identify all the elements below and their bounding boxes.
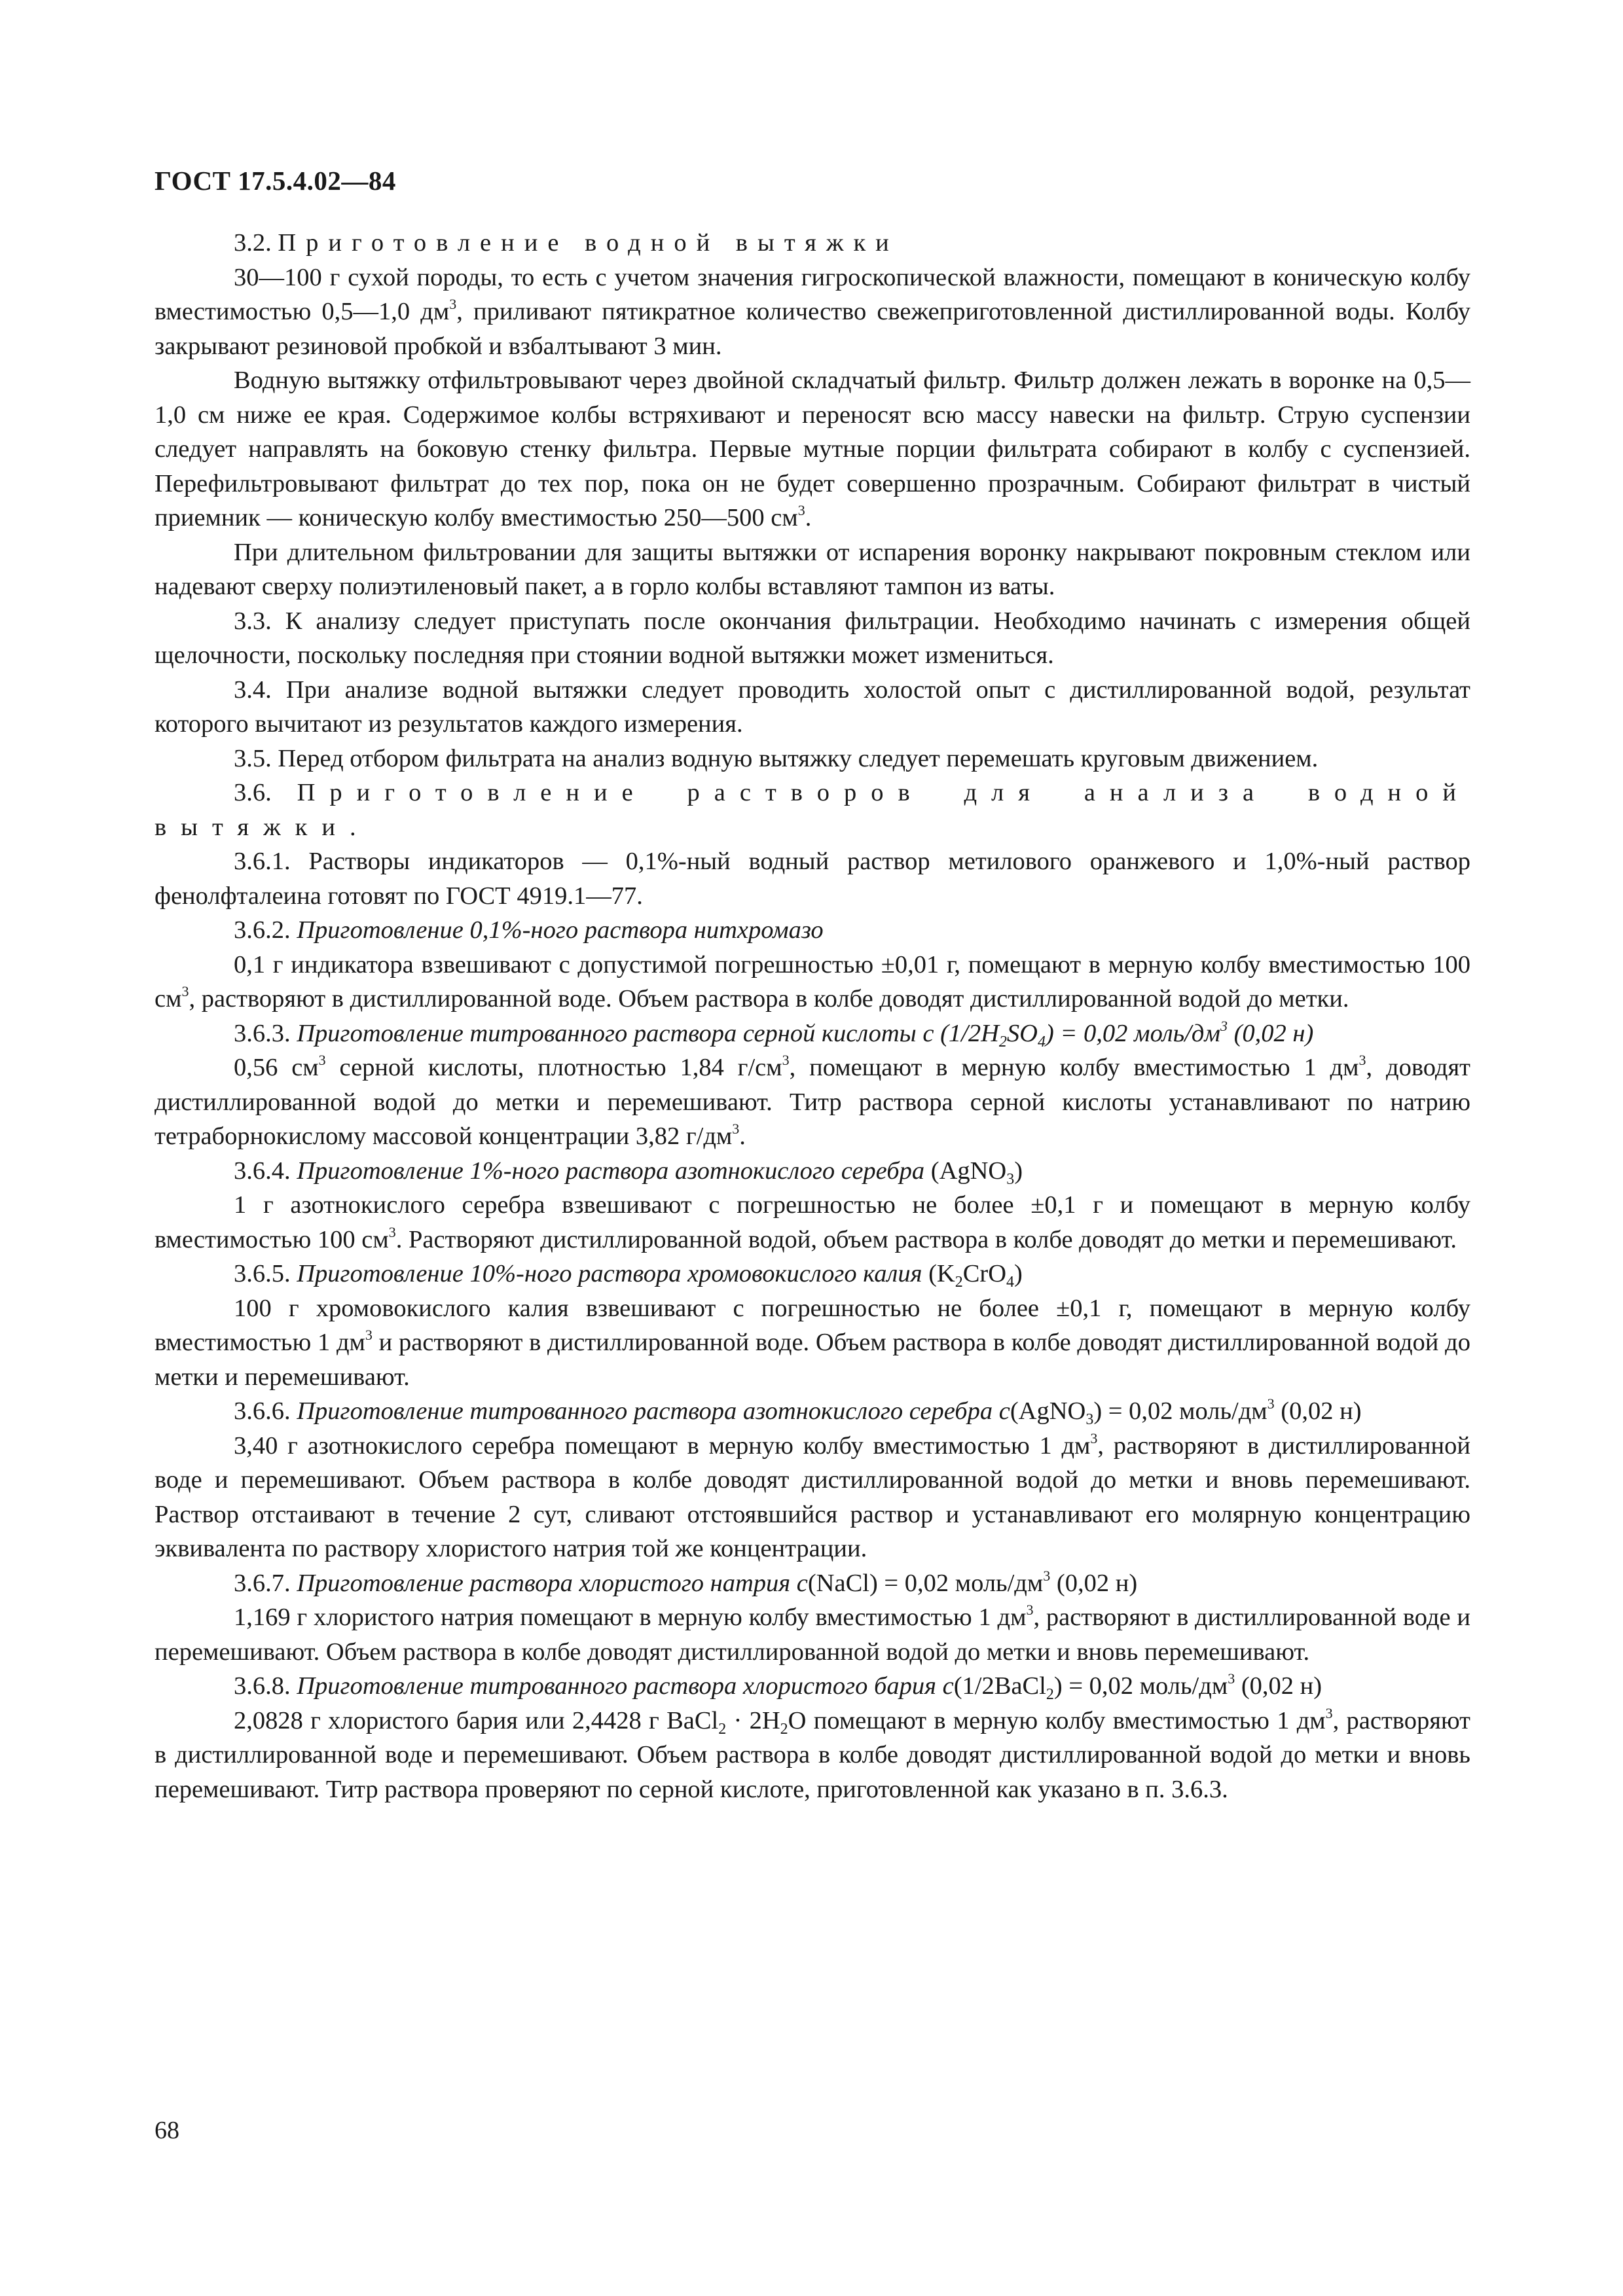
document-body [155,226,1470,1806]
section-3-6-5-heading: 3.6.5. Приготовление 10%-ного раствора хромовокислого калия $(K_2CrO_4)$ [234,1260,1023,1291]
section-3-2-heading: 3.2. Приготовление водной вытяжки [234,229,899,257]
page-number: 68 [155,2117,179,2144]
paragraph-3-5: 3.5. Перед отбором фильтрата на анализ водную вытяжку следует перемешать круговым движением. [234,744,1319,772]
section-3-6-8-heading: 3.6.8. Приготовление титрованного раствора хлористого бария c(1/2BaCl$_2$) = 0,02 моль/$дм^3$ (0,02 н) [234,1670,1322,1703]
paragraph-long-filtration: При длительном фильтровании для защиты вытяжки от испарения воронку накрывают покровным стеклом или надевают сверху полиэтиленовый пакет, а в горло колбы вставляют тампон из ваты. [155,538,1470,600]
document-code-header: ГОСТ 17.5.4.02—84 [155,166,396,196]
paragraph-3-3: 3.3. К анализу следует приступать после окончания фильтрации. Необходимо начинать с измерения общей щелочности, поскольку последняя при стоянии водной вытяжки может измениться. [155,607,1470,669]
paragraph-filtration: Водную вытяжку отфильтровывают через двойной складчатый фильтр. Фильтр должен лежать в воронке на 0,5—1,0 см ниже ее края. Содержимое колбы встряхивают и переносят всю массу навески на фильтр. Струю суспензии следует направлять на боковую стенку фильтра. Первые мутные порции фильтрата собирают в колбу с суспензией. Перефильтровывают фильтрат до тех пор, пока он не будет совершенно прозрачным. Собирают фильтрат в чистый приемник — коническую колбу вместимостью 250—500 $см^3$. [155,367,1470,531]
paragraph-3-4: 3.4. При анализе водной вытяжки следует проводить холостой опыт с дистиллированной водой, результат которого вычитают из результатов каждого измерения. [155,675,1470,738]
section-3-6-heading: 3.6. Приготовление растворов для анализа водной вытяжки. [155,779,1470,841]
paragraph-3-6-5-body: 100 г хромовокислого калия взвешивают с погрешностью не более ±0,1 г, помещают в мерную колбу вместимостью 1 $дм^3$ и растворяют в дистиллированной воде. Объем раствора в колбе доводят дистиллированной водой до метки и перемешивают. [155,1294,1470,1391]
paragraph-3-6-7-body: 1,169 г хлористого натрия помещают в мерную колбу вместимостью 1 $дм^3$, растворяют в дистиллированной воде и перемешивают. Объем раствора в колбе доводят дистиллированной водой до метки и вновь перемешивают. [155,1602,1471,1666]
paragraph-3-6-8-body: 2,0828 г хлористого бария или 2,4428 г BaCl$_2$ · $2H_2O$ помещают в мерную колбу вместимостью 1 $дм^3$, растворяют в дистиллированной воде и перемешивают. Объем раствора в колбе доводят дистиллированной водой до метки и вновь перемешивают. Титр раствора проверяют по серной кислоте, приготовленной как указано в п. 3.6.3. [155,1704,1471,1803]
paragraph-3-6-4-body: 1 г азотнокислого серебра взвешивают с погрешностью не более ±0,1 г и помещают в мерную колбу вместимостью 100 $см^3$. Растворяют дистиллированной водой, объем раствора в колбе доводят до метки и перемешивают. [155,1191,1470,1253]
paragraph-3-6-3-body: 0,56 $см^3$ серной кислоты, плотностью 1,84 $г/см^3$, помещают в мерную колбу вместимостью 1 $дм^3$, доводят дистиллированной водой до метки и перемешивают. Титр раствора серной кислоты устанавливают по натрию тетраборнокислому массовой концентрации 3,82 $г/дм^3$. [155,1052,1470,1150]
paragraph-3-6-2-body: 0,1 г индикатора взвешивают с допустимой погрешностью ±0,01 г, помещают в мерную колбу вместимостью 100 $см^3$, растворяют в дистиллированной воде. Объем раствора в колбе доводят дистиллированной водой до метки. [155,950,1470,1013]
paragraph-sample-preparation: 30—100 г сухой породы, то есть с учетом значения гигроскопической влажности, помещают в коническую колбу вместимостью 0,5—1,0 $дм^3$, приливают пятикратное количество свежеприготовленной дистиллированной воды. Колбу закрывают резиновой пробкой и взбалтывают 3 мин. [155,263,1470,360]
document-page [155,0,1470,2296]
paragraph-3-6-1: 3.6.1. Растворы индикаторов — 0,1%-ный водный раствор метилового оранжевого и 1,0%-ный раствор фенолфталеина готовят по ГОСТ 4919.1—77. [155,848,1470,910]
section-3-6-6-heading: 3.6.6. Приготовление титрованного раствора азотнокислого серебра c(AgNO$_3$) = 0,02 моль/$дм^3$ (0,02 н) [234,1395,1362,1428]
section-3-6-3-heading: 3.6.3. Приготовление титрованного раствора серной кислоты с $(1/2H_2SO_4) = 0,02$ моль/$дм^3$ (0,02 н) [234,1017,1314,1050]
paragraph-3-6-6-body: 3,40 г азотнокислого серебра помещают в мерную колбу вместимостью 1 $дм^3$, растворяют в дистиллированной воде и перемешивают. Объем раствора в колбе доводят дистиллированной водой до метки и вновь перемешивают. Раствор отстаивают в течение 2 сут, сливают отстоявшийся раствор и устанавливают его молярную концентрацию эквивалента по раствору хлористого натрия той же концентрации. [155,1429,1470,1562]
section-3-6-7-heading: 3.6.7. Приготовление раствора хлористого натрия c(NaCl) = 0,02 моль/$дм^3$ (0,02 н) [234,1567,1138,1597]
section-3-6-4-heading: 3.6.4. Приготовление 1%-ного раствора азотнокислого серебра (AgNO$_3$) [234,1157,1023,1188]
section-3-6-2-heading: 3.6.2. Приготовление 0,1%-ного раствора нитхромазо [234,916,824,944]
